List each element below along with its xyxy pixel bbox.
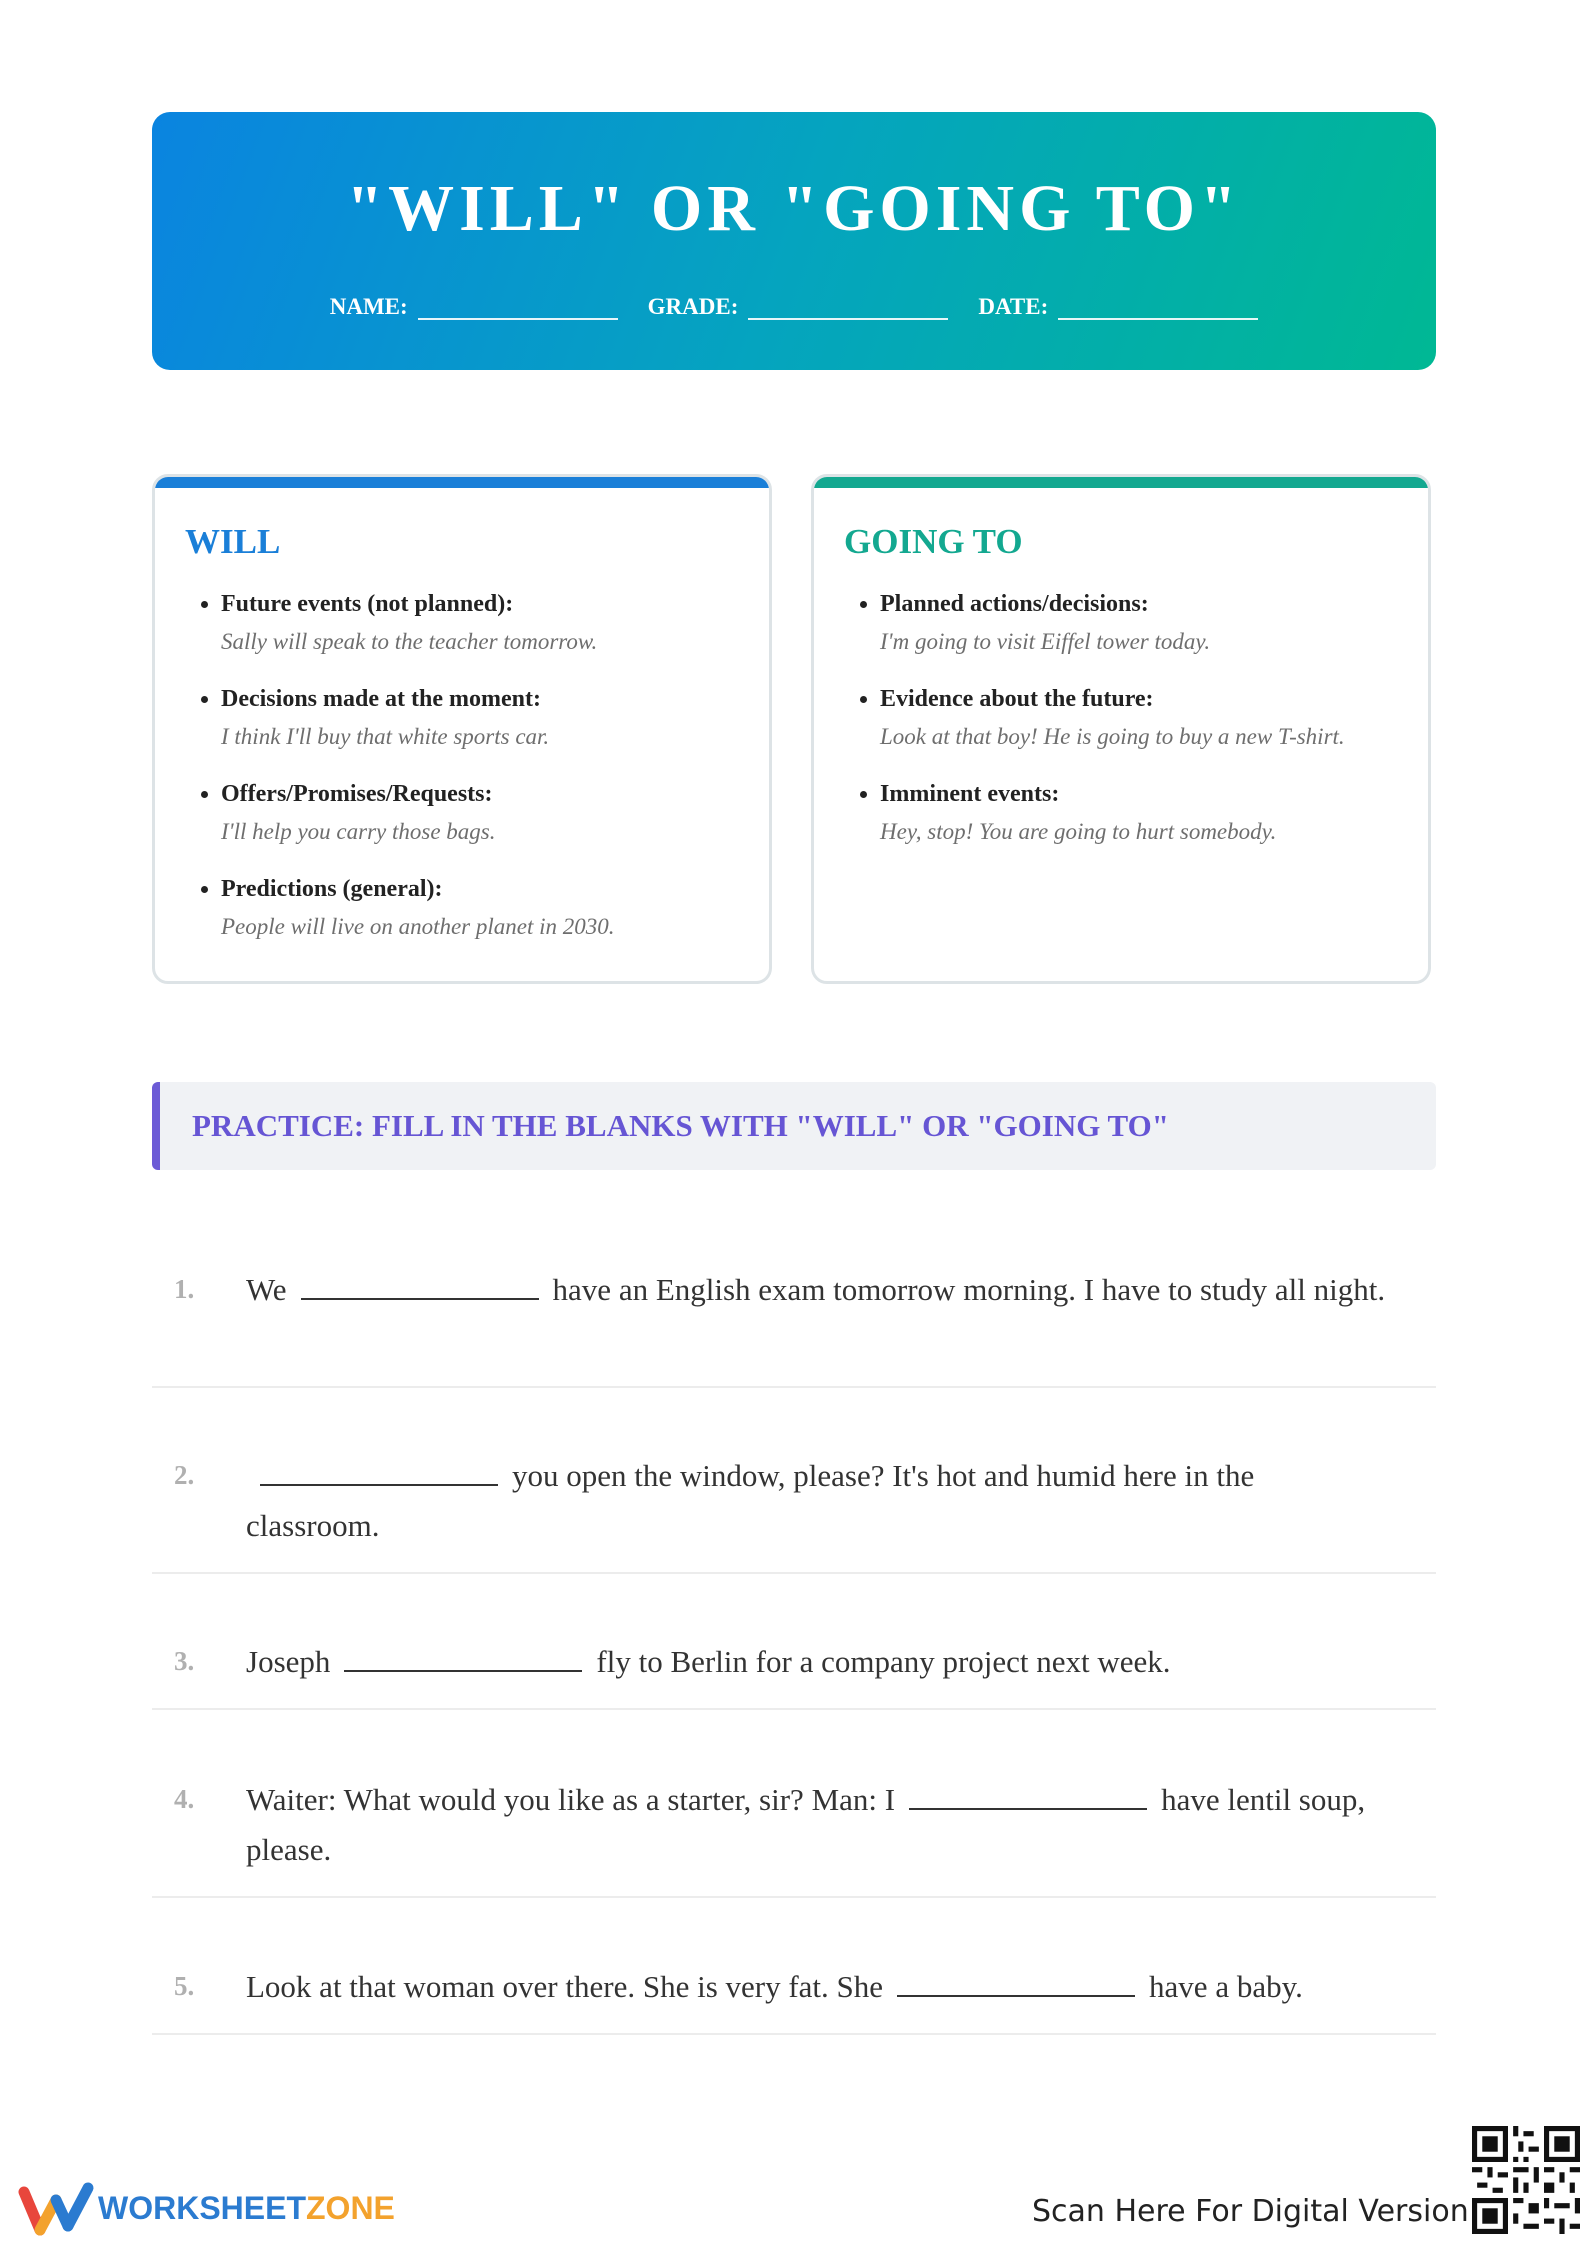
question-row [152, 1636, 1436, 1710]
question-number: 2. [174, 1460, 195, 1490]
will-rule: Future events (not planned): [221, 590, 514, 617]
going-to-rule-item [880, 782, 1396, 843]
will-example: I think I'll buy that white sports car. [221, 723, 550, 749]
student-info-fields [152, 294, 1436, 320]
will-example: Sally will speak to the teacher tomorrow. [221, 628, 598, 654]
question-text-before: Waiter: What would you like as a starter, sir? Man: I [246, 1782, 896, 1817]
answer-blank[interactable] [344, 1636, 582, 1672]
question-text [246, 1961, 1386, 2033]
going-to-rule: Planned actions/decisions: [880, 590, 1149, 617]
answer-blank[interactable] [301, 1264, 539, 1300]
will-rule-item [221, 687, 737, 748]
will-rule-item [221, 592, 737, 653]
question-text [246, 1774, 1386, 1896]
question-number: 4. [174, 1784, 195, 1814]
will-rule: Offers/Promises/Requests: [221, 780, 493, 807]
date-label: DATE: [978, 294, 1049, 319]
will-example: People will live on another planet in 2030. [221, 913, 615, 939]
answer-blank[interactable] [260, 1450, 498, 1486]
going-to-rule-item [880, 592, 1396, 653]
question-row [152, 1264, 1436, 1388]
going-to-example: Look at that boy! He is going to buy a new T-shirt. [880, 723, 1345, 749]
qr-code-icon[interactable] [1472, 2126, 1580, 2234]
question-row [152, 1450, 1436, 1574]
answer-blank[interactable] [909, 1774, 1147, 1810]
question-number: 5. [174, 1971, 195, 2001]
grade-label: GRADE: [647, 294, 739, 319]
worksheetzone-logo[interactable] [18, 2178, 395, 2238]
question-text-after: have a baby. [1149, 1969, 1303, 2004]
question-row [152, 1961, 1436, 2035]
question-text [246, 1264, 1386, 1386]
question-number: 1. [174, 1274, 195, 1304]
worksheetzone-logo-icon [18, 2178, 98, 2238]
will-rule: Predictions (general): [221, 875, 443, 902]
going-to-example: I'm going to visit Eiffel tower today. [880, 628, 1211, 654]
going-to-card-accent-bar [814, 477, 1428, 488]
name-field [330, 294, 618, 320]
will-rules-list [185, 592, 737, 938]
question-text-before: We [246, 1272, 287, 1307]
going-to-rule-item [880, 687, 1396, 748]
worksheet-title: "WILL" OR "GOING TO" [346, 172, 1242, 245]
brand-text-zone: ZONE [306, 2189, 395, 2226]
going-to-example: Hey, stop! You are going to hurt somebody. [880, 818, 1277, 844]
going-to-heading: GOING TO [844, 522, 1023, 561]
date-blank[interactable] [1058, 294, 1258, 320]
question-number: 3. [174, 1646, 195, 1676]
going-to-rules-list [844, 592, 1396, 843]
date-field [978, 294, 1258, 320]
question-row [152, 1774, 1436, 1898]
will-card-accent-bar [155, 477, 769, 488]
will-rule: Decisions made at the moment: [221, 685, 541, 712]
will-rule-item [221, 782, 737, 843]
will-example: I'll help you carry those bags. [221, 818, 496, 844]
grade-blank[interactable] [748, 294, 948, 320]
answer-blank[interactable] [897, 1961, 1135, 1997]
practice-section-title [152, 1082, 1436, 1170]
going-to-rules-card [811, 474, 1431, 984]
question-text-before: Joseph [246, 1644, 331, 1679]
will-rules-card [152, 474, 772, 984]
question-text-after: you open the window, please? It's hot and humid here in the classroom. [246, 1458, 1255, 1543]
worksheet-header [152, 112, 1436, 370]
practice-title: PRACTICE: FILL IN THE BLANKS WITH "WILL" OR "GOING TO" [192, 1108, 1169, 1143]
question-text-before: Look at that woman over there. She is very fat. She [246, 1969, 884, 2004]
will-heading: WILL [185, 522, 281, 561]
name-label: NAME: [329, 294, 408, 319]
going-to-rule: Evidence about the future: [880, 685, 1154, 712]
question-text [246, 1636, 1386, 1708]
question-text-after: fly to Berlin for a company project next week. [596, 1644, 1171, 1679]
going-to-rule: Imminent events: [880, 780, 1060, 807]
name-blank[interactable] [418, 294, 618, 320]
brand-text-worksheet: WORKSHEET [98, 2189, 306, 2226]
grade-field [648, 294, 949, 320]
question-text [246, 1450, 1386, 1572]
will-rule-item [221, 877, 737, 938]
question-text-after: have lentil soup, please. [246, 1782, 1366, 1867]
question-text-after: have an English exam tomorrow morning. I have to study all night. [552, 1272, 1386, 1307]
scan-instruction: Scan Here For Digital Version [1032, 2194, 1469, 2229]
